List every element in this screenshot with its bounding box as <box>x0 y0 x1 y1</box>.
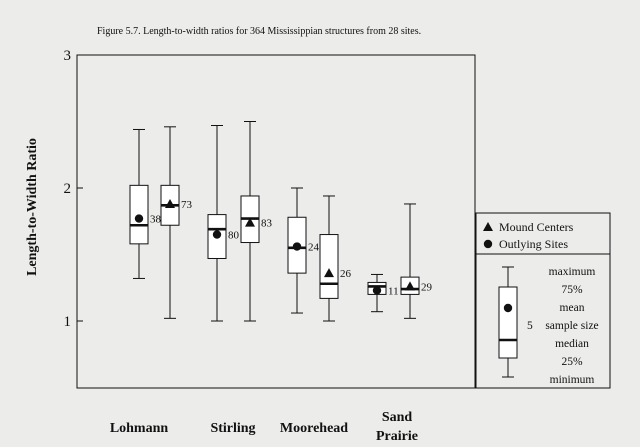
key-label: sample size <box>545 320 599 332</box>
box-4 <box>288 188 320 313</box>
sample-size-label: 26 <box>340 268 351 281</box>
box-2 <box>208 125 240 321</box>
iqr-box <box>320 235 338 299</box>
legend-circle-icon <box>484 240 492 248</box>
legend-label: Outlying Sites <box>499 237 569 251</box>
sample-size-label: 80 <box>228 229 239 242</box>
key-label: 25% <box>561 356 583 368</box>
key-mean-circle <box>504 304 512 312</box>
y-axis-label: Length-to-Width Ratio <box>25 138 40 276</box>
box-3 <box>241 122 273 322</box>
y-tick-label: 2 <box>63 181 71 197</box>
mean-circle <box>213 230 221 238</box>
boxes <box>130 122 433 322</box>
legend <box>476 213 610 254</box>
sample-size-label: 29 <box>421 281 432 294</box>
sample-size-label: 38 <box>150 213 161 226</box>
boxplot-key <box>476 254 610 388</box>
category-label: Stirling <box>210 421 256 436</box>
y-tick-label: 1 <box>63 314 71 330</box>
key-label: 75% <box>561 284 583 296</box>
category-label: Moorehead <box>279 421 349 436</box>
y-axis <box>64 48 84 330</box>
box-7 <box>401 204 433 318</box>
sample-size-label: 24 <box>308 241 319 254</box>
sample-size-label: 11 <box>388 285 399 298</box>
legend-label: Mound Centers <box>499 220 574 234</box>
category-label-line2: Prairie <box>376 429 418 444</box>
box-0 <box>130 129 162 278</box>
key-sample-size-value: 5 <box>527 320 533 332</box>
legend-triangle-icon <box>483 222 493 231</box>
box-5 <box>320 196 352 321</box>
figure-caption: Figure 5.7. Length-to-width ratios for 364 Mississippian structures from 28 sites. <box>97 26 422 37</box>
y-tick-label: 3 <box>63 48 71 64</box>
sample-size-label: 83 <box>261 217 272 230</box>
mean-circle <box>373 286 381 294</box>
key-box-shape <box>499 287 517 358</box>
key-label: mean <box>559 302 585 314</box>
sample-size-label: 73 <box>181 198 192 211</box>
key-label: median <box>555 338 589 350</box>
mean-circle <box>293 242 301 250</box>
category-labels <box>110 410 418 444</box>
key-label: maximum <box>548 266 596 278</box>
key-label: minimum <box>549 374 595 386</box>
mean-circle <box>135 214 143 222</box>
box-6 <box>368 274 399 311</box>
category-label: Lohmann <box>109 421 169 436</box>
box-1 <box>161 127 193 319</box>
category-label: Sand <box>381 410 413 425</box>
